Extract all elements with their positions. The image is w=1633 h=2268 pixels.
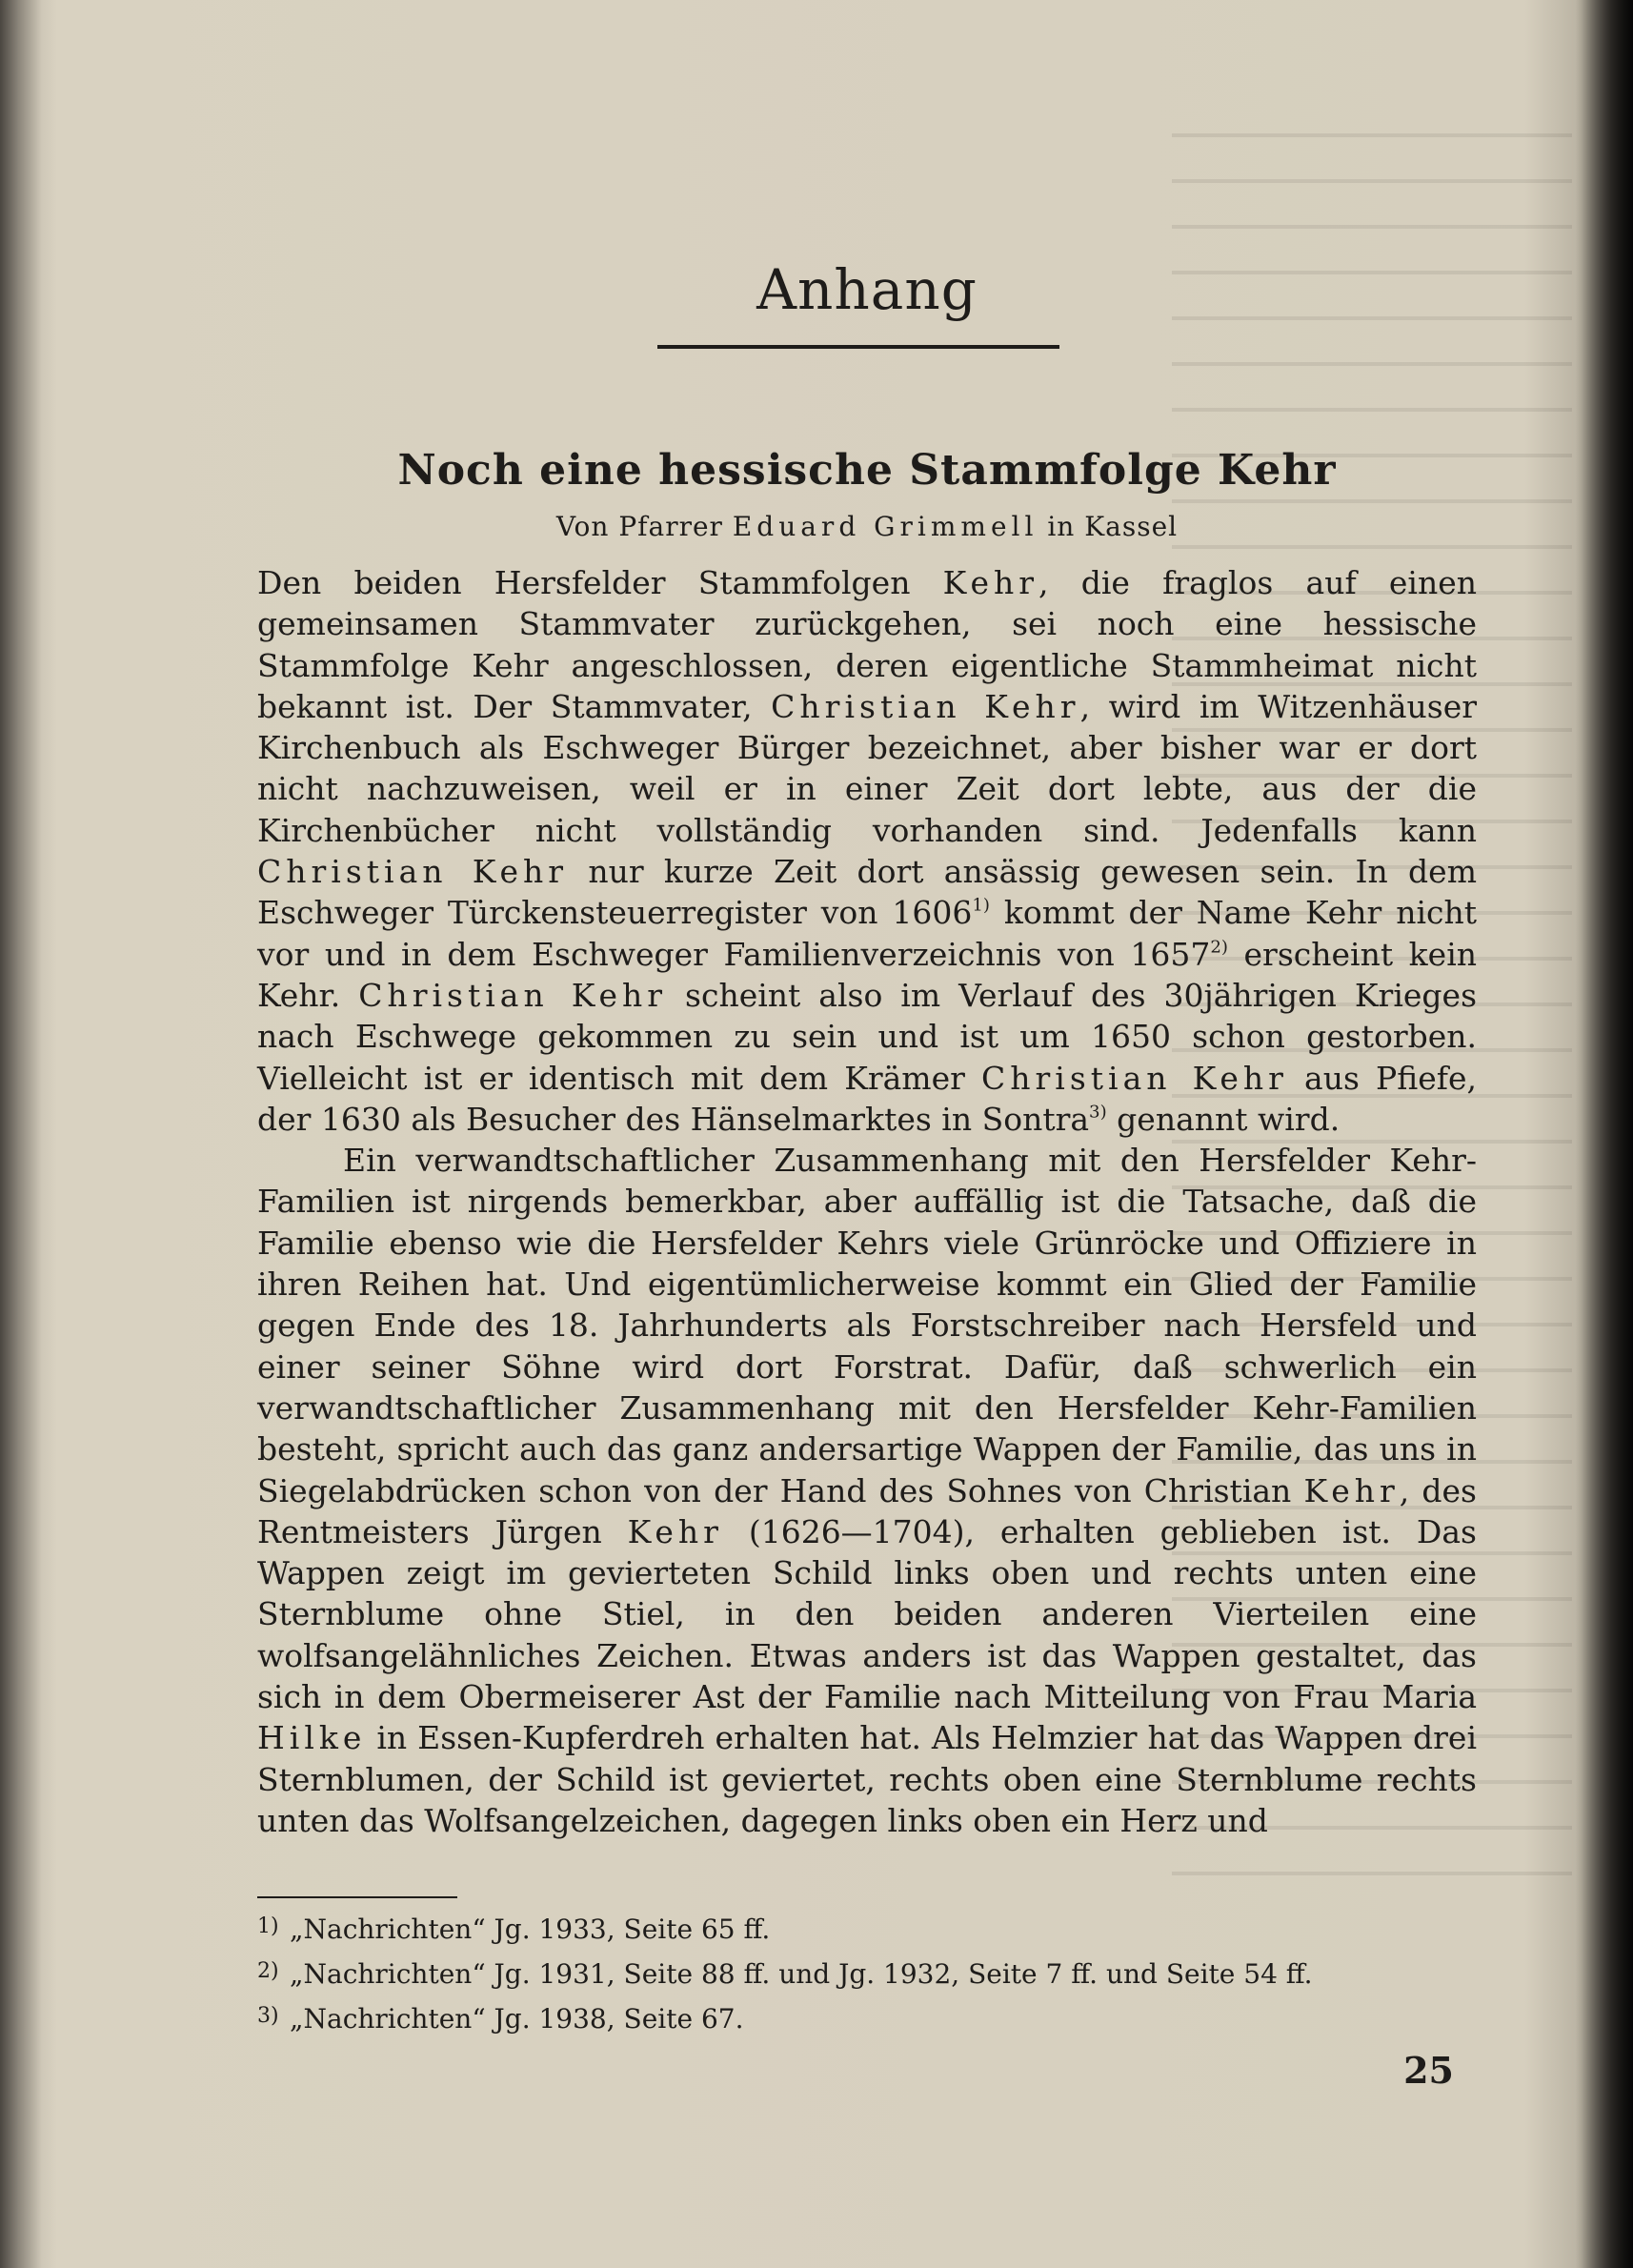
footnote-ref: 3) [1089,1102,1107,1123]
footnote-ref: 2) [1210,937,1228,958]
article-body [257,562,1477,1841]
spaced-name: Kehr [942,564,1038,601]
footnote-mark: 2) [257,1959,279,1983]
paragraph-1 [257,562,1477,1140]
byline-author: Eduard Grimmell [732,511,1038,542]
footnote-2 [257,1951,1477,1995]
text-run: erscheint kein Kehr. [257,935,1477,1014]
text-run: kommt der Name Kehr nicht vor und in dem Eschweger Familienverzeichnis von 1657 [257,894,1477,973]
footnote-rule [257,1896,457,1898]
text-run: , wird im Witzenhäuser Kirchenbuch als Eschweger Bürger bezeichnet, aber bisher war er dort nicht nachzuweisen, weil er in einer Zeit dort lebte, aus der die Kirchenbücher nicht vollständig vorhanden sind. Jedenfalls kann [257,687,1477,849]
footnote-text: „Nachrichten“ Jg. 1938, Seite 67. [290,2003,744,2035]
text-run: , des Rentmeisters Jürgen [257,1471,1477,1550]
book-edge-shadow [1576,0,1633,2268]
text-run: , die fraglos auf einen gemeinsamen Stammvater zurückgehen, sei noch eine hessische Stammfolge Kehr angeschlossen, deren eigentliche Stammheimat nicht bekannt ist. Der Stammvater, [257,564,1477,725]
spaced-name: Hilke [257,1719,367,1757]
article-byline [257,511,1477,542]
text-run: in Essen-Kupferdreh erhalten hat. Als Helmzier hat das Wappen drei Sternblumen, der Schild ist geviertet, rechts oben eine Sternblume rechts unten das Wolfsangelzeichen, dagegen links oben ein Herz und [257,1719,1477,1839]
spaced-name: Kehr [1303,1471,1400,1509]
footnote-ref: 1) [972,895,991,916]
byline-prefix: Von Pfarrer [555,511,733,542]
footnote-3 [257,1995,1477,2040]
spaced-name: Kehr [627,1512,723,1550]
footnote-1 [257,1906,1477,1951]
text-run: genannt wird. [1106,1100,1341,1138]
byline-suffix: in Kassel [1038,511,1179,542]
text-run: (1626—1704), erhalten geblieben ist. Das Wappen zeigt im gevierteten Schild links oben und rechts unten eine Sternblume ohne Stiel, in den beiden anderen Vierteilen eine wolfsangelähnliches Zeichen. Etwas anders ist das Wappen gestaltet, das sich in dem Obermeiserer Ast der Familie nach Mitteilung von Frau Maria [257,1512,1477,1716]
text-run: aus Pfiefe, der 1630 als Besucher des Hänselmarktes in Sontra [257,1059,1477,1138]
footnotes [257,1906,1477,2040]
paragraph-2 [257,1140,1477,1841]
spaced-name: Christian Kehr [358,976,668,1014]
spaced-name: Christian Kehr [981,1059,1288,1097]
text-run: Ein verwandtschaftlicher Zusammenhang mit den Hersfelder Kehr-Familien ist nirgends bemerkbar, aber auffällig ist die Tatsache, daß die Familie ebenso wie die Hersfelder Kehrs viele Grünröcke und Offiziere in ihren Reihen hat. Und eigentümlicherweise kommt ein Glied der Familie gegen Ende des 18. Jahrhunderts als Forstschreiber nach Hersfeld und einer seiner Söhne wird dort Forstrat. Dafür, daß schwerlich ein verwandtschaftlicher Zusammenhang mit den Hersfelder Kehr-Familien besteht, spricht auch das ganz andersartige Wappen der Familie, das uns in Siegelabdrücken schon von der Hand des Sohnes von Christian [257,1142,1477,1509]
footnote-text: „Nachrichten“ Jg. 1933, Seite 65 ff. [290,1914,771,1945]
footnote-mark: 3) [257,2004,279,2028]
article-title: Noch eine hessische Stammfolge Kehr [397,446,1337,495]
page-number: 25 [1403,2049,1454,2092]
footnote-text: „Nachrichten“ Jg. 1931, Seite 88 ff. und Jg. 1932, Seite 7 ff. und Seite 54 ff. [290,1958,1313,1990]
document-page [257,257,1477,2182]
spaced-name: Christian Kehr [257,853,569,891]
text-run: nur kurze Zeit dort ansässig gewesen sein. In dem Eschweger Türckensteuerregister von 1606 [257,853,1477,932]
spaced-name: Christian Kehr [771,687,1080,725]
footnote-mark: 1) [257,1914,279,1938]
text-run: scheint also im Verlauf des 30jährigen Krieges nach Eschwege gekommen zu sein und ist um 1650 schon gestorben. Vielleicht ist er identisch mit dem Krämer [257,976,1478,1097]
text-run: Den beiden Hersfelder Stammfolgen [257,564,943,601]
section-heading: Anhang [756,257,978,322]
heading-rule [657,345,1059,349]
